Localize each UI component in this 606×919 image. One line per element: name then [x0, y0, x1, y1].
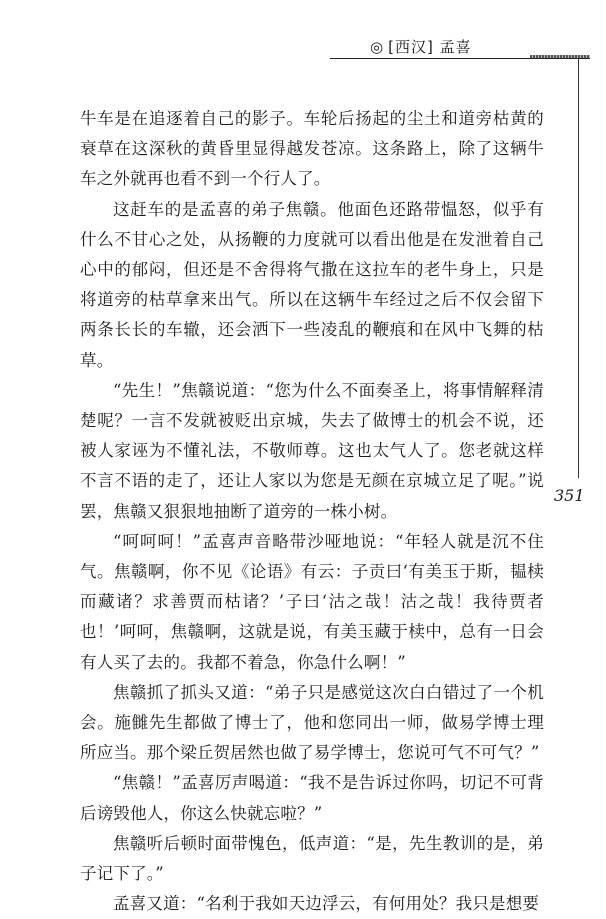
header-rule [330, 58, 590, 59]
paragraph: “先生！”焦赣说道：“您为什么不面奏圣上，将事情解释清楚呢？一言不发就被贬出京城，失去了做博士的机会不说，还被人家诬为不懂礼法，不敬师尊。这也太气人了。您老就这样不言不语的走了，还让人家以为您是无颜在京城立足了呢。”说罢，焦赣又狠狠地抽断了道旁的一株小树。 [80, 380, 544, 521]
header-name: 孟喜 [439, 38, 472, 56]
paragraph: “焦赣！”孟喜厉声喝道：“我不是告诉过你吗，切记不可背后谤毁他人，你这么快就忘啦？” [80, 773, 544, 823]
body-text [80, 104, 544, 919]
paragraph: 这赶车的是孟喜的弟子焦赣。他面色还路带愠怒，似乎有什么不甘心之处，从扬鞭的力度就可以看出他是在发泄着自己心中的郁闷，但还是不舍得将气撒在这拉车的老牛身上，只是将道旁的枯草拿来出气。所以在这辆牛车经过之后不仅会留下两条长长的车辙，还会洒下一些凌乱的鞭痕和在风中飞舞的枯草。 [80, 199, 544, 370]
page-number: 351 [554, 486, 585, 505]
paragraph: “呵呵呵！”孟喜声音略带沙哑地说：“年轻人就是沉不住气。焦赣啊，你不见《论语》有云：子贡曰‘有美玉于斯，韫椟而藏诸？求善贾而枯诸？’子曰‘沽之哉！沽之哉！我待贾者也！’呵呵，焦赣啊，这就是说，有美玉藏于椟中，总有一日会有人买了去的。我都不着急，你急什么啊！” [80, 531, 544, 672]
header-rule-ornament [530, 55, 590, 58]
header-dynasty: [西汉] [388, 38, 434, 56]
running-header [370, 36, 472, 57]
paragraph: 牛车是在追逐着自己的影子。车轮后扬起的尘土和道旁枯黄的衰草在这深秋的黄昏里显得越发苍凉。这条路上，除了这辆牛车之外就再也看不到一个行人了。 [80, 109, 544, 189]
paragraph: 焦赣听后顿时面带愧色，低声道：“是，先生教训的是，弟子记下了。” [80, 833, 544, 884]
paragraph: 孟喜又道：“名利于我如天边浮云，有何用处？我只是想要 [113, 894, 540, 914]
header-circle-symbol: ◎ [370, 38, 385, 56]
side-rule [578, 58, 579, 478]
paragraph: 焦赣抓了抓头又道：“弟子只是感觉这次白白错过了一个机会。施雠先生都做了博士了，他和您同出一师，做易学博士理所应当。那个梁丘贺居然也做了易学博士，您说可气不可气？” [80, 682, 544, 763]
